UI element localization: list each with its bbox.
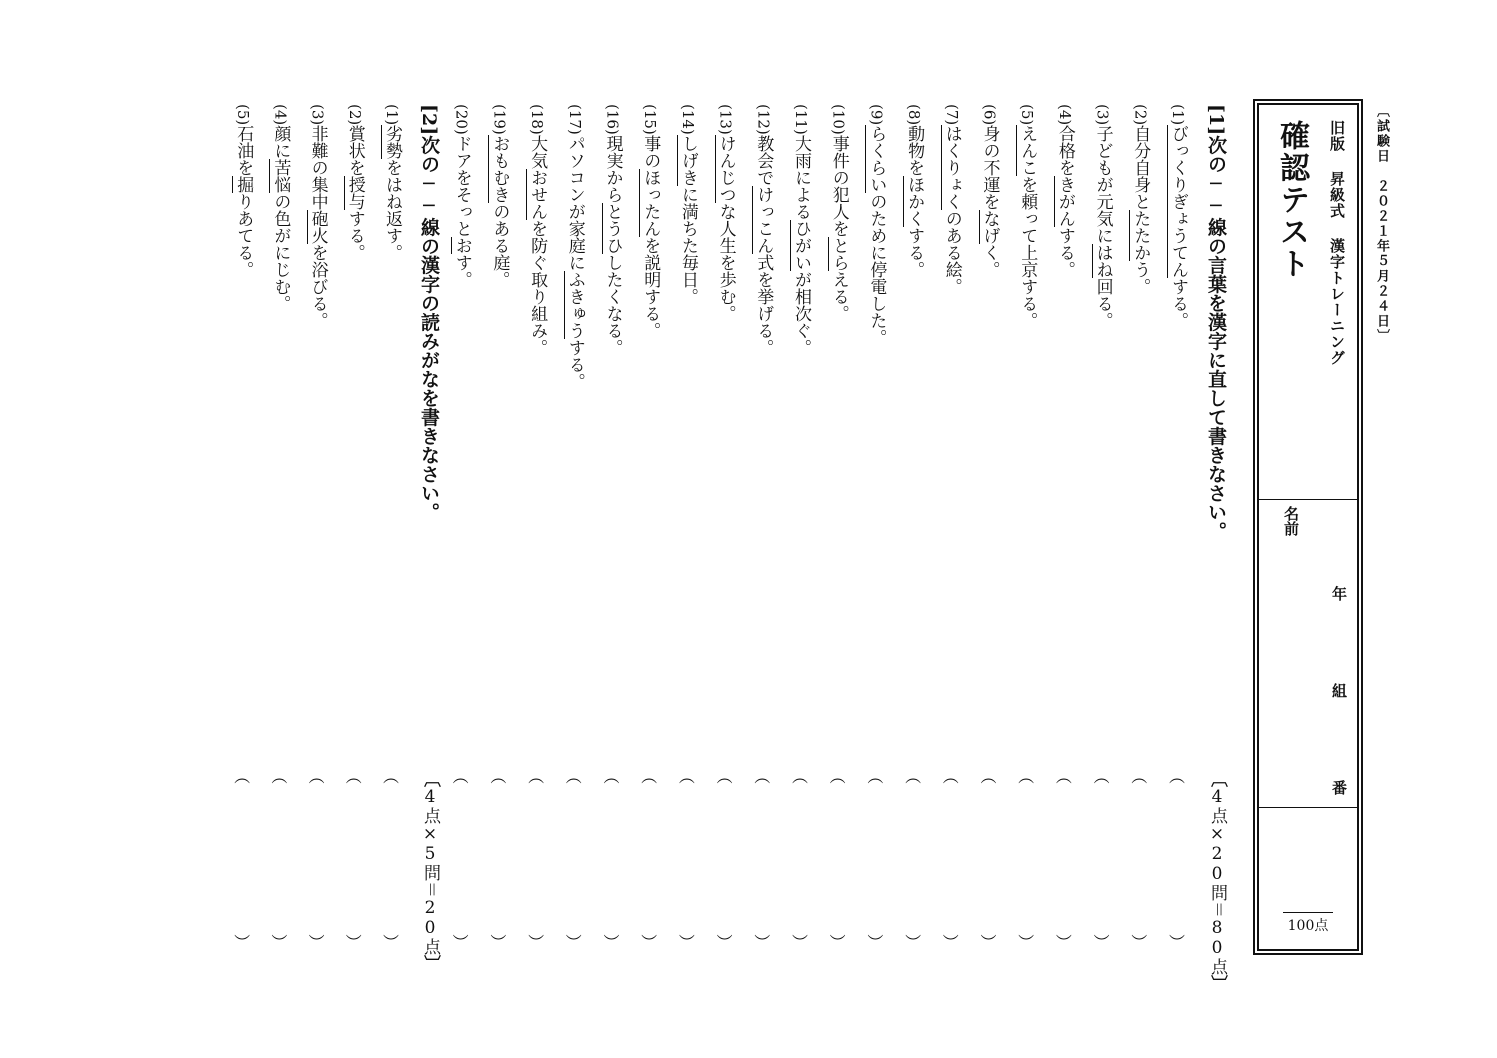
question-number: (1) <box>1169 104 1187 126</box>
question-number: (7) <box>942 104 961 126</box>
answer-field[interactable] <box>603 790 621 930</box>
question-number: (16) <box>603 104 622 135</box>
question-text: 身の不運を <box>979 125 1000 211</box>
question-item <box>902 104 926 278</box>
question-item <box>343 104 367 261</box>
question-text: 顔に <box>270 125 291 160</box>
question-text: す。 <box>451 253 472 288</box>
answer-box-bottom: ︶ <box>829 933 846 952</box>
question-item <box>789 104 813 356</box>
answer-box-top: ︵ <box>382 767 399 786</box>
target-word: とうひ <box>602 202 623 254</box>
question-text: を説明する。 <box>640 236 661 339</box>
answer-box-bottom: ︶ <box>382 933 399 952</box>
question-number: (4) <box>1055 104 1074 126</box>
question-item <box>380 104 404 261</box>
question-text: える。 <box>828 270 849 322</box>
target-word: らくらい <box>866 125 887 194</box>
answer-box-bottom: ︶ <box>1018 933 1035 952</box>
question-text: が相次ぐ。 <box>791 270 811 356</box>
question-item <box>563 104 587 390</box>
page-title: 確認テスト <box>1274 120 1309 280</box>
question-number: (3) <box>308 104 327 126</box>
question-text: パソコンが家庭に <box>564 134 585 271</box>
answer-box-top: ︵ <box>1055 767 1072 786</box>
question-text: く。 <box>979 244 1000 279</box>
question-text: 賞状を <box>344 125 365 177</box>
question-number: (8) <box>905 104 924 126</box>
answer-field[interactable] <box>270 790 288 930</box>
section-number: [1] <box>1205 104 1227 136</box>
answer-field[interactable] <box>1017 790 1035 930</box>
question-text: を頼って上京する。 <box>1017 176 1038 330</box>
answer-field[interactable] <box>866 790 884 930</box>
question-number: (9) <box>867 104 886 126</box>
target-word: きがん <box>1054 176 1075 228</box>
target-word: えんこ <box>1017 125 1038 177</box>
section2-heading <box>417 104 441 521</box>
answer-box-top: ︵ <box>1018 767 1035 786</box>
answer-box-bottom: ︶ <box>716 933 733 952</box>
answer-box-top: ︵ <box>234 767 251 786</box>
answer-field[interactable] <box>1093 790 1111 930</box>
question-item <box>1015 104 1039 329</box>
answer-box-top: ︵ <box>829 767 846 786</box>
test-date: 〔試験日 ２０２１年５月２４日〕 <box>1374 104 1389 344</box>
question-text: 事件の犯人を <box>828 134 849 237</box>
answer-box-bottom: ︶ <box>308 933 325 952</box>
answer-box-top: ︵ <box>905 767 922 786</box>
target-word: 劣勢 <box>382 125 402 160</box>
answer-box-top: ︵ <box>603 767 620 786</box>
question-item <box>1166 104 1190 329</box>
question-text: 子どもが元気に <box>1092 125 1113 245</box>
question-text: 大雨による <box>791 134 811 220</box>
question-text: 回る。 <box>1092 278 1113 330</box>
target-word: ほかく <box>904 176 925 228</box>
question-text: を防ぐ取り組み。 <box>527 219 548 356</box>
section-instruction: 次の──線の漢字の読みがなを書きなさい。 <box>418 135 440 522</box>
answer-box-top: ︵ <box>1168 767 1185 786</box>
answer-field[interactable] <box>980 790 998 930</box>
points-text: 4点×5問＝20点 <box>420 787 440 955</box>
question-number: (13) <box>716 104 735 135</box>
answer-box-top: ︵ <box>271 767 288 786</box>
question-text: する。 <box>1054 227 1075 279</box>
answer-box-top: ︵ <box>565 767 582 786</box>
answer-box-bottom: ︶ <box>528 933 545 952</box>
answer-field[interactable] <box>904 790 922 930</box>
target-word: ほったん <box>640 168 661 237</box>
section1-heading <box>1204 104 1228 540</box>
target-word: けっこん <box>753 185 774 254</box>
question-text: する。 <box>904 227 925 279</box>
answer-box-bottom: ︶ <box>980 933 997 952</box>
question-text: 教会で <box>753 134 774 186</box>
question-text: する。 <box>564 338 585 390</box>
answer-box-bottom: ︶ <box>565 933 582 952</box>
question-item <box>306 104 330 329</box>
question-text: 動物を <box>904 125 925 177</box>
number-label: 番 <box>1330 780 1348 795</box>
question-text: 大気 <box>527 134 548 169</box>
section-instruction: 次の──線の言葉を漢字に直して書きなさい。 <box>1205 135 1227 541</box>
year-label: 年 <box>1330 586 1348 601</box>
answer-box-bottom: ︶ <box>754 933 771 952</box>
question-number: (2) <box>345 104 364 126</box>
question-text: に満ちた毎日。 <box>677 185 698 305</box>
question-number: (14) <box>678 104 697 135</box>
question-item <box>487 104 511 288</box>
target-word: けんじつ <box>715 134 736 203</box>
answer-field[interactable] <box>1055 790 1073 930</box>
section2-points: 〔4点×5問＝20点〕 <box>420 770 440 972</box>
question-number: (17) <box>565 104 584 135</box>
question-text: 現実から <box>602 134 623 203</box>
answer-box-top: ︵ <box>1131 767 1148 786</box>
target-word: 掘 <box>233 176 254 194</box>
question-text: する。 <box>344 210 365 262</box>
question-text: をはね返す。 <box>382 159 402 262</box>
question-item <box>676 104 700 305</box>
question-text: 自分自身と <box>1130 125 1151 211</box>
target-word: おもむき <box>489 134 510 203</box>
answer-box-top: ︵ <box>345 767 362 786</box>
question-text: のために停電した。 <box>866 193 887 347</box>
target-word: びっくりぎょうてん <box>1168 125 1188 279</box>
question-text: りあてる。 <box>233 193 254 279</box>
answer-box-top: ︵ <box>791 767 808 786</box>
target-word: とら <box>828 236 849 271</box>
target-word: 砲火 <box>307 210 328 245</box>
answer-box-top: ︵ <box>754 767 771 786</box>
target-word: たたか <box>1130 210 1151 262</box>
answer-field[interactable] <box>942 790 960 930</box>
target-word: おせん <box>527 168 548 220</box>
question-item <box>1128 104 1152 295</box>
section1-points: 〔4点×20問＝80点〕 <box>1207 770 1227 992</box>
question-text: 式を挙げる。 <box>753 253 774 356</box>
question-item <box>940 104 964 295</box>
target-word: お <box>451 236 472 254</box>
target-word: ひがい <box>791 219 811 271</box>
answer-box-bottom: ︶ <box>234 933 251 952</box>
target-word: はくりょく <box>941 125 962 211</box>
answer-box-bottom: ︶ <box>1168 933 1185 952</box>
answer-field[interactable] <box>308 790 326 930</box>
answer-box-top: ︵ <box>528 767 545 786</box>
question-number: (3) <box>1093 104 1112 126</box>
question-item <box>751 104 775 356</box>
section-number: [2] <box>418 104 440 136</box>
answer-box-top: ︵ <box>980 767 997 786</box>
answer-field[interactable] <box>678 790 696 930</box>
answer-box-bottom: ︶ <box>641 933 658 952</box>
question-number: (11) <box>792 104 810 135</box>
question-text: 非難の集中 <box>307 125 328 211</box>
question-text: 合格を <box>1054 125 1075 177</box>
class-label: 組 <box>1330 683 1348 698</box>
answer-field[interactable] <box>1168 790 1186 930</box>
question-item <box>450 104 474 288</box>
question-number: (12) <box>754 104 773 135</box>
question-text: を浴びる。 <box>307 244 328 330</box>
answer-box-top: ︵ <box>678 767 695 786</box>
frame-divider <box>1259 807 1357 808</box>
answer-box-bottom: ︶ <box>603 933 620 952</box>
answer-box-top: ︵ <box>867 767 884 786</box>
answer-box-bottom: ︶ <box>791 933 808 952</box>
series-title: 旧版 昇級式 漢字トレーニング <box>1328 120 1346 366</box>
target-word: なげ <box>979 210 1000 245</box>
answer-box-top: ︵ <box>452 767 469 786</box>
question-item <box>231 104 255 278</box>
question-text: 事の <box>640 134 661 169</box>
answer-field[interactable] <box>382 790 400 930</box>
answer-box-bottom: ︶ <box>867 933 884 952</box>
question-item <box>268 104 292 312</box>
answer-box-bottom: ︶ <box>1093 933 1110 952</box>
question-number: (1) <box>383 104 401 126</box>
question-text: する。 <box>1168 278 1188 330</box>
question-item <box>714 104 738 322</box>
answer-box-bottom: ︶ <box>905 933 922 952</box>
target-word: 苦悩 <box>270 159 291 194</box>
question-text: のある絵。 <box>941 210 962 296</box>
target-word: しげき <box>677 134 698 186</box>
answer-field[interactable] <box>489 790 507 930</box>
answer-field[interactable] <box>1130 790 1148 930</box>
target-word: 授与 <box>344 176 365 211</box>
question-text: の色がにじむ。 <box>270 193 291 313</box>
question-number: (4) <box>271 104 290 126</box>
question-item <box>601 104 625 356</box>
answer-box-bottom: ︶ <box>1131 933 1148 952</box>
question-item <box>978 104 1002 278</box>
answer-box-top: ︵ <box>490 767 507 786</box>
answer-box-bottom: ︶ <box>490 933 507 952</box>
answer-box-bottom: ︶ <box>678 933 695 952</box>
question-item <box>525 104 549 356</box>
question-item <box>1053 104 1077 278</box>
answer-box-top: ︵ <box>942 767 959 786</box>
answer-field[interactable] <box>791 790 809 930</box>
question-text: な人生を歩む。 <box>715 202 736 322</box>
answer-box-top: ︵ <box>1093 767 1110 786</box>
name-label: 名前 <box>1282 506 1300 536</box>
question-item <box>638 104 662 339</box>
answer-field[interactable] <box>345 790 363 930</box>
frame-divider <box>1259 499 1357 500</box>
answer-field[interactable] <box>565 790 583 930</box>
answer-field[interactable] <box>527 790 545 930</box>
question-number: (5) <box>234 104 253 126</box>
question-text: ドアをそっと <box>451 134 472 237</box>
question-number: (19) <box>490 104 509 135</box>
question-item <box>864 104 888 346</box>
answer-field[interactable] <box>716 790 734 930</box>
answer-field[interactable] <box>452 790 470 930</box>
question-item <box>1091 104 1115 329</box>
target-word: ふきゅう <box>564 270 585 339</box>
question-number: (18) <box>528 104 547 135</box>
answer-box-bottom: ︶ <box>345 933 362 952</box>
question-number: (15) <box>641 104 660 135</box>
question-item <box>827 104 851 322</box>
answer-field[interactable] <box>829 790 847 930</box>
answer-box-top: ︵ <box>641 767 658 786</box>
answer-box-top: ︵ <box>308 767 325 786</box>
question-text: のある庭。 <box>489 202 510 288</box>
points-text: 4点×20問＝80点 <box>1207 787 1227 975</box>
question-number: (10) <box>829 104 848 135</box>
target-word: はね <box>1092 244 1113 279</box>
answer-field[interactable] <box>753 790 771 930</box>
answer-field[interactable] <box>233 790 251 930</box>
total-score: 100点 <box>1283 912 1333 935</box>
question-text: う。 <box>1130 261 1151 296</box>
answer-box-bottom: ︶ <box>271 933 288 952</box>
answer-box-bottom: ︶ <box>942 933 959 952</box>
question-number: (2) <box>1131 104 1150 126</box>
question-text: したくなる。 <box>602 253 623 356</box>
answer-box-bottom: ︶ <box>1055 933 1072 952</box>
question-text: 石油を <box>233 125 254 177</box>
answer-field[interactable] <box>640 790 658 930</box>
answer-box-top: ︵ <box>716 767 733 786</box>
question-number: (6) <box>980 104 999 126</box>
question-number: (5) <box>1018 104 1037 126</box>
question-number: (20) <box>452 104 471 135</box>
answer-box-bottom: ︶ <box>452 933 469 952</box>
